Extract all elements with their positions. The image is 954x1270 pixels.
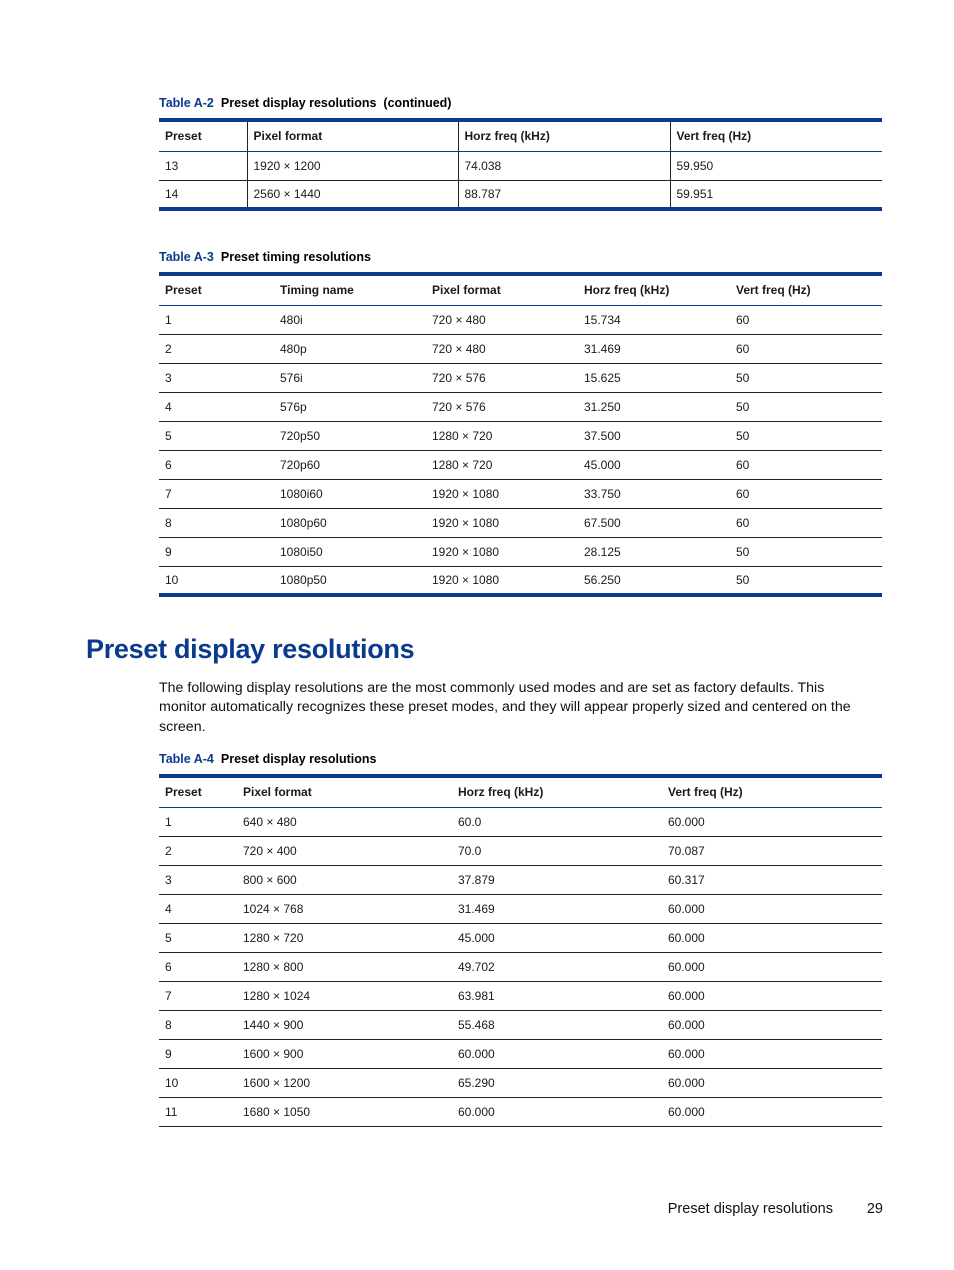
table-row	[159, 392, 882, 421]
table-cell: 50	[730, 392, 882, 421]
table-cell: 50	[730, 363, 882, 392]
table-cell: 8	[159, 1010, 237, 1039]
table-row	[159, 865, 882, 894]
section-paragraph: The following display resolutions are the most commonly used modes and are set as factory defaults. This monitor automatically recognizes these preset modes, and they will appear properly sized and centered on the screen.	[159, 680, 851, 735]
table-row	[159, 479, 882, 508]
page-number: 29	[866, 1201, 883, 1217]
table-cell: 1280 × 720	[426, 421, 578, 450]
table-a2-number: Table A-2	[159, 96, 214, 110]
table-row	[159, 836, 882, 865]
table-row	[159, 923, 882, 952]
table-row	[159, 450, 882, 479]
table-cell: 1280 × 720	[237, 923, 452, 952]
table-cell: 15.625	[578, 363, 730, 392]
table-a3	[159, 272, 882, 597]
table-row	[159, 1068, 882, 1097]
table-cell: 10	[159, 566, 274, 595]
table-cell: 1920 × 1080	[426, 566, 578, 595]
table-cell: 640 × 480	[237, 807, 452, 836]
table-cell: 1080i60	[274, 479, 426, 508]
table-cell: 6	[159, 952, 237, 981]
table-cell: 56.250	[578, 566, 730, 595]
table-row	[159, 421, 882, 450]
table-cell: 576i	[274, 363, 426, 392]
table-cell: 60.000	[662, 981, 882, 1010]
column-header: Vert freq (Hz)	[670, 120, 882, 151]
table-row	[159, 363, 882, 392]
table-cell: 4	[159, 392, 274, 421]
table-cell: 50	[730, 566, 882, 595]
table-cell: 480i	[274, 305, 426, 334]
column-header: Horz freq (kHz)	[452, 776, 662, 807]
table-cell: 15.734	[578, 305, 730, 334]
table-a4-caption	[159, 752, 376, 766]
table-cell: 31.469	[452, 894, 662, 923]
table-a4	[159, 774, 882, 1127]
table-row	[159, 334, 882, 363]
table-cell: 60.000	[662, 894, 882, 923]
table-cell: 1280 × 1024	[237, 981, 452, 1010]
table-cell: 9	[159, 1039, 237, 1068]
table-cell: 60.000	[662, 807, 882, 836]
table-cell: 67.500	[578, 508, 730, 537]
table-cell: 37.500	[578, 421, 730, 450]
table-row	[159, 1039, 882, 1068]
table-cell: 63.981	[452, 981, 662, 1010]
table-row	[159, 807, 882, 836]
column-header: Vert freq (Hz)	[730, 274, 882, 305]
table-cell: 60.000	[662, 1068, 882, 1097]
table-cell: 576p	[274, 392, 426, 421]
table-cell: 2	[159, 836, 237, 865]
table-a4-title: Preset display resolutions	[220, 752, 377, 766]
table-a2	[159, 118, 882, 211]
table-cell: 74.038	[458, 151, 670, 180]
table-a3-caption	[159, 250, 371, 264]
table-cell: 37.879	[452, 865, 662, 894]
table-cell: 1600 × 900	[237, 1039, 452, 1068]
table-row	[159, 180, 882, 209]
table-cell: 1920 × 1200	[247, 151, 458, 180]
table-cell: 1920 × 1080	[426, 537, 578, 566]
table-cell: 1440 × 900	[237, 1010, 452, 1039]
table-cell: 60.000	[662, 923, 882, 952]
column-header: Vert freq (Hz)	[662, 776, 882, 807]
column-header: Pixel format	[237, 776, 452, 807]
table-cell: 5	[159, 421, 274, 450]
table-cell: 1024 × 768	[237, 894, 452, 923]
table-a4-number: Table A-4	[159, 752, 214, 766]
table-row	[159, 566, 882, 595]
table-cell: 4	[159, 894, 237, 923]
table-cell: 2560 × 1440	[247, 180, 458, 209]
table-cell: 720 × 576	[426, 363, 578, 392]
table-cell: 70.0	[452, 836, 662, 865]
table-cell: 720p60	[274, 450, 426, 479]
column-header: Preset	[159, 120, 247, 151]
table-cell: 60.317	[662, 865, 882, 894]
table-cell: 28.125	[578, 537, 730, 566]
table-a3-header-row	[159, 274, 882, 305]
table-row	[159, 537, 882, 566]
table-row	[159, 952, 882, 981]
table-cell: 59.951	[670, 180, 882, 209]
table-a2-body	[159, 151, 882, 209]
table-cell: 720 × 480	[426, 305, 578, 334]
table-a4-header-row	[159, 776, 882, 807]
table-cell: 800 × 600	[237, 865, 452, 894]
table-cell: 10	[159, 1068, 237, 1097]
table-cell: 1920 × 1080	[426, 479, 578, 508]
table-cell: 1080i50	[274, 537, 426, 566]
table-cell: 60	[730, 305, 882, 334]
column-header: Pixel format	[247, 120, 458, 151]
table-cell: 60.000	[662, 1039, 882, 1068]
table-cell: 33.750	[578, 479, 730, 508]
table-row	[159, 894, 882, 923]
table-cell: 31.250	[578, 392, 730, 421]
table-cell: 60	[730, 508, 882, 537]
table-a2-title: Preset display resolutions (continued)	[220, 96, 452, 110]
table-cell: 1600 × 1200	[237, 1068, 452, 1097]
table-cell: 60.000	[452, 1097, 662, 1126]
table-cell: 45.000	[452, 923, 662, 952]
table-row	[159, 981, 882, 1010]
table-cell: 49.702	[452, 952, 662, 981]
table-cell: 31.469	[578, 334, 730, 363]
table-row	[159, 508, 882, 537]
table-cell: 2	[159, 334, 274, 363]
table-row	[159, 1010, 882, 1039]
table-cell: 65.290	[452, 1068, 662, 1097]
table-cell: 720 × 400	[237, 836, 452, 865]
table-cell: 60.000	[662, 1010, 882, 1039]
table-a4-body	[159, 807, 882, 1126]
table-cell: 50	[730, 421, 882, 450]
table-cell: 5	[159, 923, 237, 952]
column-header: Timing name	[274, 274, 426, 305]
column-header: Horz freq (kHz)	[578, 274, 730, 305]
table-cell: 6	[159, 450, 274, 479]
table-cell: 70.087	[662, 836, 882, 865]
table-cell: 60	[730, 334, 882, 363]
table-cell: 1920 × 1080	[426, 508, 578, 537]
table-cell: 720 × 576	[426, 392, 578, 421]
table-cell: 1280 × 800	[237, 952, 452, 981]
table-row	[159, 305, 882, 334]
table-cell: 45.000	[578, 450, 730, 479]
table-cell: 9	[159, 537, 274, 566]
table-cell: 60.0	[452, 807, 662, 836]
table-cell: 60.000	[452, 1039, 662, 1068]
table-cell: 1280 × 720	[426, 450, 578, 479]
table-cell: 7	[159, 981, 237, 1010]
table-cell: 8	[159, 508, 274, 537]
table-cell: 720p50	[274, 421, 426, 450]
table-cell: 480p	[274, 334, 426, 363]
table-row	[159, 151, 882, 180]
table-cell: 3	[159, 865, 237, 894]
table-cell: 60.000	[662, 952, 882, 981]
table-cell: 1	[159, 305, 274, 334]
table-cell: 1	[159, 807, 237, 836]
column-header: Pixel format	[426, 274, 578, 305]
table-a2-caption	[159, 96, 451, 110]
table-a3-body	[159, 305, 882, 595]
table-row	[159, 1097, 882, 1126]
column-header: Preset	[159, 776, 237, 807]
column-header: Preset	[159, 274, 274, 305]
footer-title: Preset display resolutions	[667, 1201, 833, 1217]
table-cell: 60	[730, 450, 882, 479]
column-header: Horz freq (kHz)	[458, 120, 670, 151]
table-cell: 720 × 480	[426, 334, 578, 363]
table-cell: 55.468	[452, 1010, 662, 1039]
table-cell: 60	[730, 479, 882, 508]
table-cell: 88.787	[458, 180, 670, 209]
table-cell: 11	[159, 1097, 237, 1126]
table-cell: 1080p50	[274, 566, 426, 595]
table-cell: 14	[159, 180, 247, 209]
table-cell: 1680 × 1050	[237, 1097, 452, 1126]
table-a3-title: Preset timing resolutions	[220, 250, 371, 264]
table-a2-header-row	[159, 120, 882, 151]
table-cell: 3	[159, 363, 274, 392]
table-a3-number: Table A-3	[159, 250, 214, 264]
table-cell: 50	[730, 537, 882, 566]
section-heading: Preset display resolutions	[86, 634, 415, 664]
table-cell: 60.000	[662, 1097, 882, 1126]
table-cell: 13	[159, 151, 247, 180]
table-cell: 1080p60	[274, 508, 426, 537]
table-cell: 59.950	[670, 151, 882, 180]
table-cell: 7	[159, 479, 274, 508]
